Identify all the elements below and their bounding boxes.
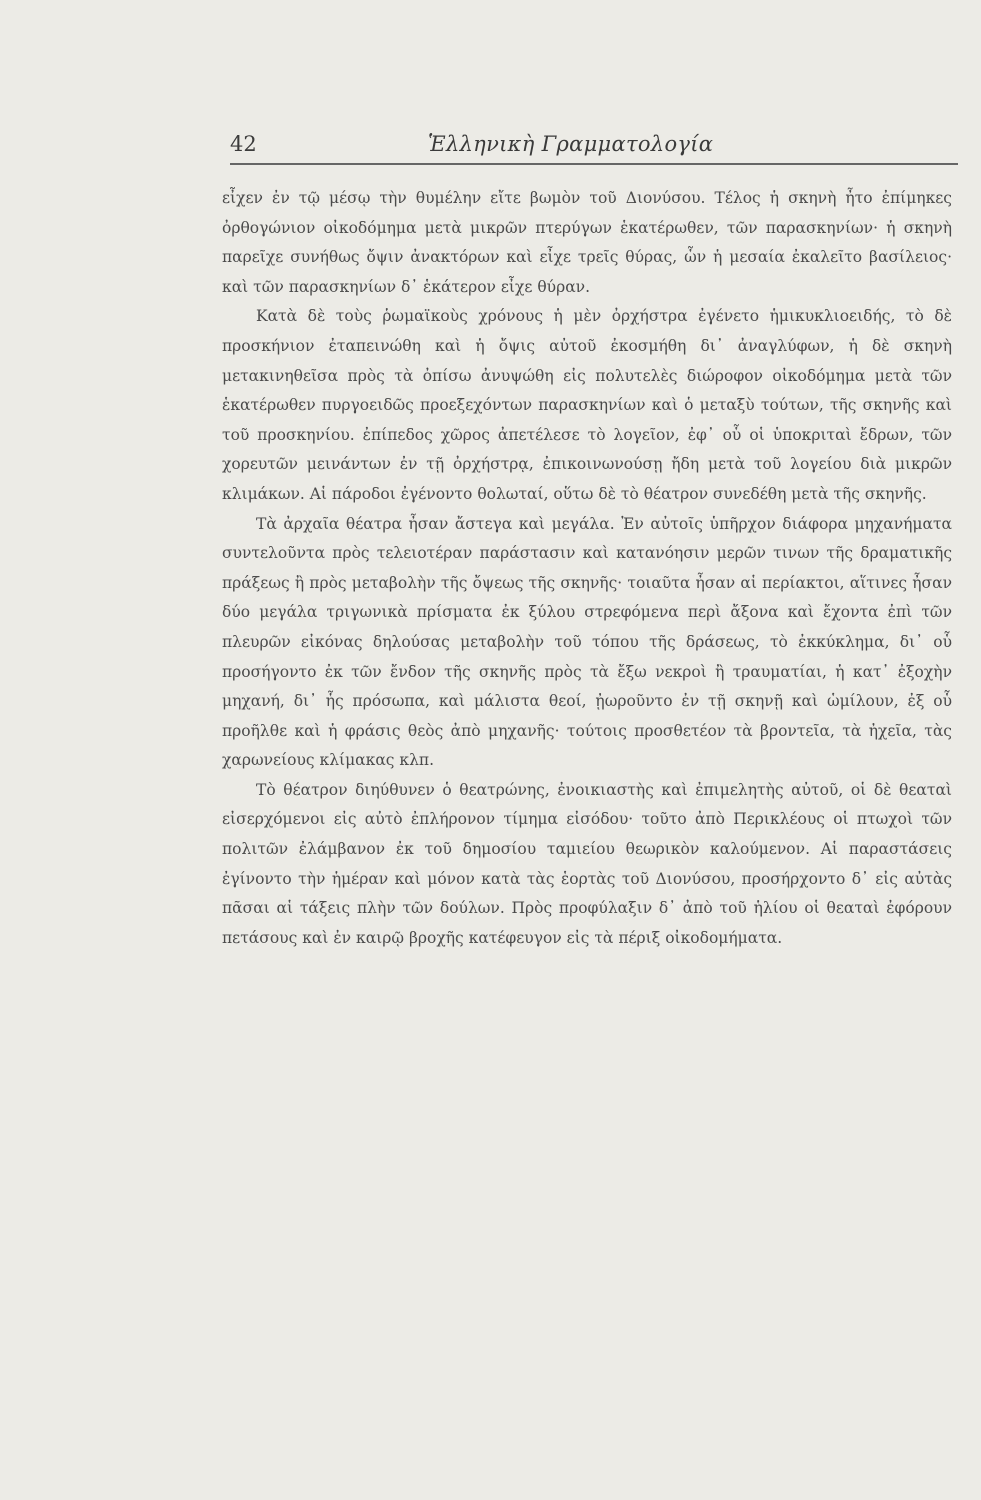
page-header [230, 132, 958, 162]
header-rule [230, 163, 958, 165]
page-number: 42 [230, 132, 257, 156]
paragraph: Τὰ ἀρχαῖα θέατρα ἦσαν ἄστεγα καὶ μεγάλα. Ἐν αὐτοῖς ὑπῆρχον διάφορα μηχανήματα συντελοῦντα πρὸς τελειοτέραν παράστασιν καὶ κατανόησιν μερῶν τινων τῆς δραματικῆς πράξεως ἢ πρὸς μεταβολὴν τῆς ὄψεως τῆς σκηνῆς· τοιαῦτα ἦσαν αἱ περίακτοι, αἵτινες ἦσαν δύο μεγάλα τριγωνικὰ πρίσματα ἐκ ξύλου στρεφόμενα περὶ ἄξονα καὶ ἔχοντα ἐπὶ τῶν πλευρῶν εἰκόνας δηλούσας μεταβολὴν τοῦ τόπου τῆς δράσεως, τὸ ἐκκύκλημα, δι᾽ οὗ προσήγοντο ἐκ τῶν ἔνδον τῆς σκηνῆς πρὸς τὰ ἔξω νεκροὶ ἢ τραυματίαι, ἡ κατ᾽ ἐξοχὴν μηχανή, δι᾽ ἧς πρόσωπα, καὶ μάλιστα θεοί, ᾐωροῦντο ἐν τῇ σκηνῇ καὶ ὡμίλουν, ἐξ οὗ προῆλθε καὶ ἡ φράσις θεὸς ἀπὸ μηχανῆς· τούτοις προσθετέον τὰ βροντεῖα, τὰ ἠχεῖα, τὰς χαρωνείους κλίμακας κλπ. [222, 514, 952, 770]
paragraph: εἶχεν ἐν τῷ μέσῳ τὴν θυμέλην εἴτε βωμὸν τοῦ Διονύσου. Τέλος ἡ σκηνὴ ἦτο ἐπίμηκες ὀρθογώνιον οἰκοδόμημα μετὰ μικρῶν πτερύγων ἑκατέρωθεν, τῶν παρασκηνίων· ἡ σκηνὴ παρεῖχε συνήθως ὄψιν ἀνακτόρων καὶ εἶχε τρεῖς θύρας, ὧν ἡ μεσαία ἐκαλεῖτο βασίλειος· καὶ τῶν παρασκηνίων δ᾽ ἑκάτερον εἶχε θύραν. [222, 189, 952, 296]
body-text [222, 184, 952, 953]
paragraph: Τὸ θέατρον διηύθυνεν ὁ θεατρώνης, ἐνοικιαστὴς καὶ ἐπιμελητὴς αὐτοῦ, οἱ δὲ θεαταὶ εἰσερχόμενοι εἰς αὐτὸ ἐπλήρονον τίμημα εἰσόδου· τοῦτο ἀπὸ Περικλέους οἱ πτωχοὶ τῶν πολιτῶν ἐλάμβανον ἐκ τοῦ δημοσίου ταμιείου θεωρικὸν καλούμενον. Αἱ παραστάσεις ἐγίνοντο τὴν ἡμέραν καὶ μόνον κατὰ τὰς ἑορτὰς τοῦ Διονύσου, προσήρχοντο δ᾽ εἰς αὐτὰς πᾶσαι αἱ τάξεις πλὴν τῶν δούλων. Πρὸς προφύλαξιν δ᾽ ἀπὸ τοῦ ἡλίου οἱ θεαταὶ ἐφόρουν πετάσους καὶ ἐν καιρῷ βροχῆς κατέφευγον εἰς τὰ πέριξ οἰκοδομήματα. [222, 780, 952, 947]
running-title: Ἑλληνικὴ Γραμματολογία [428, 132, 714, 156]
paragraph: Κατὰ δὲ τοὺς ῥωμαϊκοὺς χρόνους ἡ μὲν ὀρχήστρα ἐγένετο ἡμικυκλιοειδής, τὸ δὲ προσκήνιον ἐταπεινώθη καὶ ἡ ὄψις αὐτοῦ ἐκοσμήθη δι᾽ ἀναγλύφων, ἡ δὲ σκηνὴ μετακινηθεῖσα πρὸς τὰ ὀπίσω ἀνυψώθη εἰς πολυτελὲς διώροφον οἰκοδόμημα μετὰ τῶν ἑκατέρωθεν πυργοειδῶς προεξεχόντων παρασκηνίων καὶ ὁ μεταξὺ τούτων, τῆς σκηνῆς καὶ τοῦ προσκηνίου. ἐπίπεδος χῶρος ἀπετέλεσε τὸ λογεῖον, ἐφ᾽ οὗ οἱ ὑποκριταὶ ἔδρων, τῶν χορευτῶν μεινάντων ἐν τῇ ὀρχήστρᾳ, ἐπικοινωνούσῃ ἤδη μετὰ τοῦ λογείου διὰ μικρῶν κλιμάκων. Αἱ πάροδοι ἐγένοντο θολωταί, οὕτω δὲ τὸ θέατρον συνεδέθη μετὰ τῆς σκηνῆς. [222, 307, 952, 503]
